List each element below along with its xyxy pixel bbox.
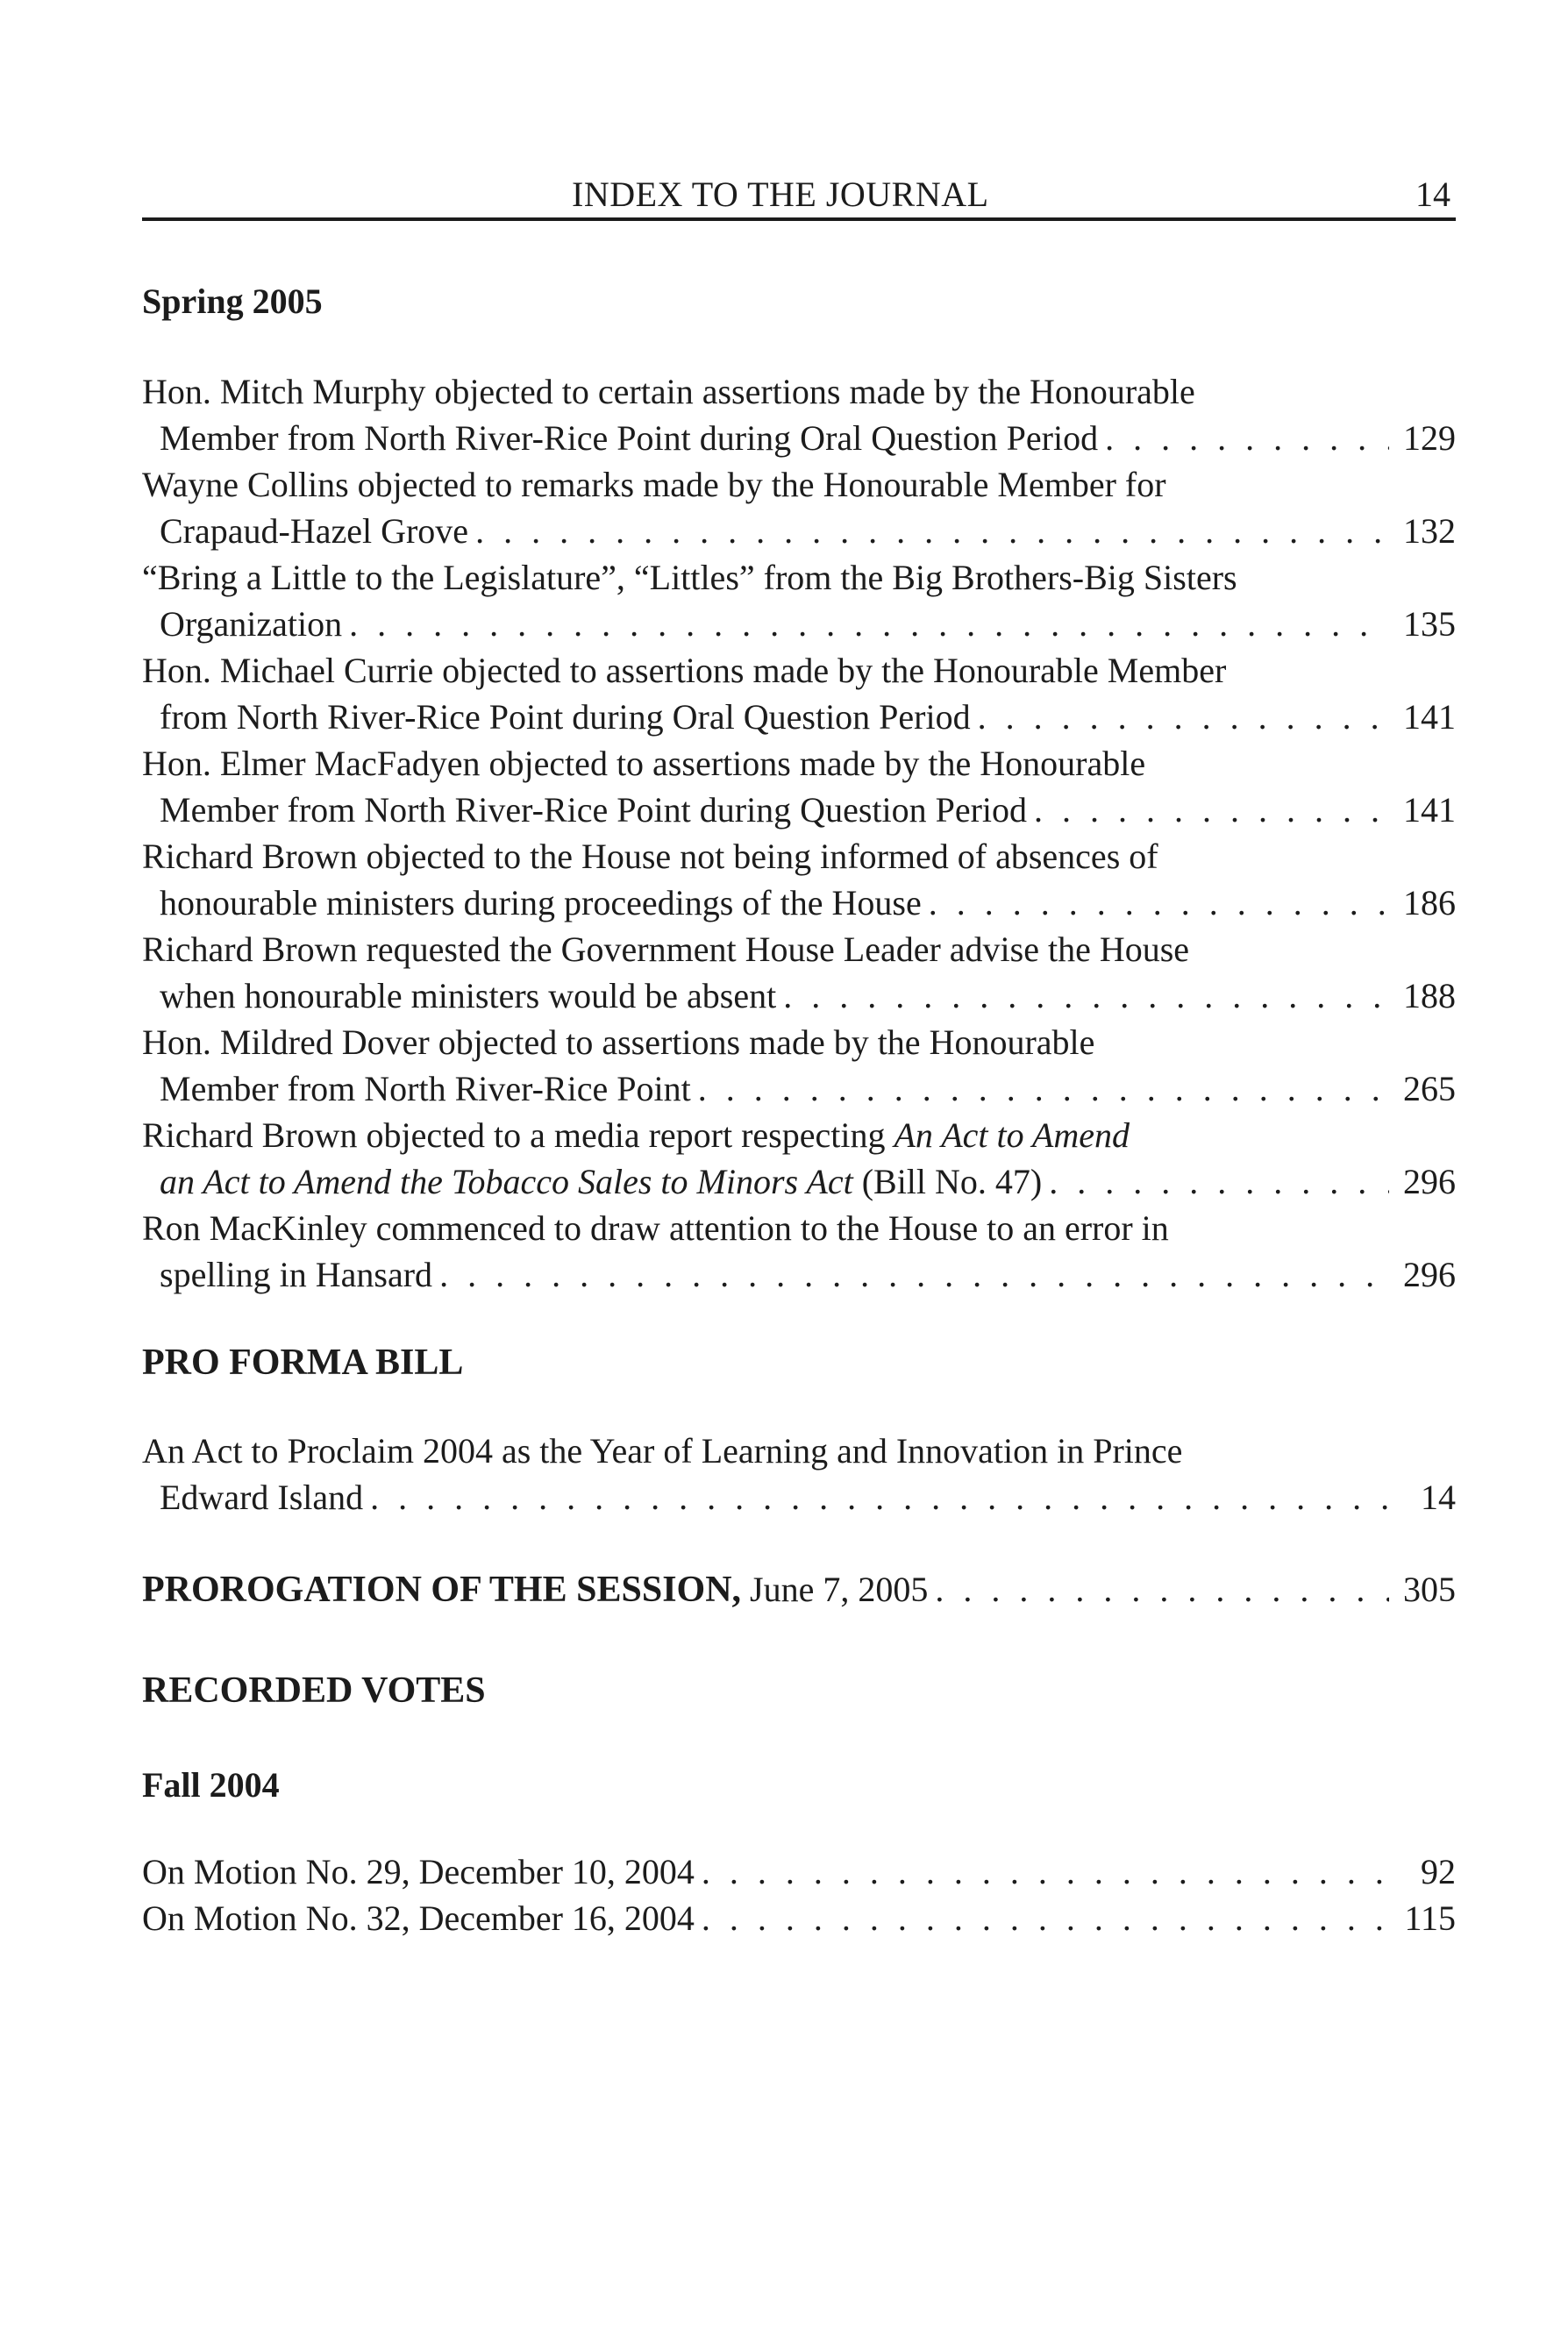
- entry-page-number: 296: [1403, 1255, 1456, 1294]
- entry-page-number: 296: [1403, 1162, 1456, 1201]
- page-number: 14: [1415, 174, 1450, 214]
- entry-text: Hon. Mitch Murphy objected to certain assertions made by the Honourable: [142, 372, 1195, 411]
- entry-text: Crapaud-Hazel Grove: [160, 511, 469, 551]
- section-heading-prorogation: PROROGATION OF THE SESSION,: [142, 1570, 742, 1610]
- index-entry: [142, 1428, 1456, 1521]
- dot-leader: [349, 601, 1389, 647]
- entry-text: when honourable ministers would be absent: [160, 976, 777, 1015]
- index-entry: [142, 833, 1456, 926]
- entry-text: (Bill No. 47): [852, 1162, 1043, 1201]
- entry-text: Member from North River-Rice Point: [160, 1069, 691, 1108]
- entry-text: On Motion No. 29, December 10, 2004: [142, 1852, 695, 1891]
- entry-page-number: 188: [1403, 976, 1456, 1015]
- dot-leader: [370, 1474, 1389, 1521]
- entry-page-number: 14: [1421, 1478, 1456, 1517]
- entry-text: “Bring a Little to the Legislature”, “Littles” from the Big Brothers-Big Sisters: [142, 558, 1237, 597]
- dot-leader: [929, 880, 1389, 926]
- entry-text: honourable ministers during proceedings of the House: [160, 883, 922, 922]
- dot-leader: [978, 694, 1389, 740]
- dot-leader: [475, 508, 1389, 554]
- entry-act-title: an Act to Amend the Tobacco Sales to Minors Act: [160, 1162, 853, 1201]
- entry-text: Organization: [160, 604, 343, 644]
- page-header: [142, 172, 1456, 221]
- dot-leader: [1049, 1158, 1389, 1205]
- entry-text: Wayne Collins objected to remarks made by the Honourable Member for: [142, 465, 1166, 504]
- dot-leader: [702, 1848, 1389, 1895]
- entry-text: On Motion No. 32, December 16, 2004: [142, 1898, 695, 1938]
- section-heading-spring-2005: Spring 2005: [142, 281, 323, 321]
- entry-text: An Act to Proclaim 2004 as the Year of Learning and Innovation in Prince: [142, 1431, 1183, 1471]
- entry-act-title: An Act to Amend: [894, 1115, 1130, 1155]
- section-subheading-fall-2004: Fall 2004: [142, 1765, 280, 1805]
- entry-page-number: 265: [1403, 1069, 1456, 1108]
- entry-text: Richard Brown requested the Government House Leader advise the House: [142, 929, 1190, 969]
- entry-page-number: 305: [1403, 1570, 1456, 1609]
- index-entry: [142, 1205, 1456, 1298]
- index-entry: [142, 1848, 1456, 1941]
- entry-text: Richard Brown objected to the House not being informed of absences of: [142, 837, 1158, 876]
- entry-page-number: 135: [1403, 604, 1456, 644]
- running-title: INDEX TO THE JOURNAL: [572, 174, 989, 214]
- dot-leader: [1034, 787, 1389, 833]
- entry-text: June 7, 2005: [741, 1570, 929, 1609]
- section-heading-recorded-votes: RECORDED VOTES: [142, 1670, 486, 1711]
- index-entry-tobacco-act: [142, 1112, 1456, 1205]
- entry-page-number: 186: [1403, 883, 1456, 922]
- dot-leader: [783, 972, 1389, 1019]
- index-entry: [142, 554, 1456, 647]
- entry-text: Hon. Michael Currie objected to assertions made by the Honourable Member: [142, 651, 1227, 690]
- entry-page-number: 141: [1403, 790, 1456, 830]
- entry-page-number: 132: [1403, 511, 1456, 551]
- dot-leader: [702, 1895, 1389, 1941]
- entry-text: from North River-Rice Point during Oral Question Period: [160, 697, 971, 737]
- entry-page-number: 129: [1403, 418, 1456, 458]
- section-heading-pro-forma-bill: PRO FORMA BILL: [142, 1342, 464, 1383]
- index-entry: [142, 647, 1456, 740]
- index-entry: [142, 461, 1456, 554]
- entry-text: Richard Brown objected to a media report respecting: [142, 1115, 894, 1155]
- index-entry: [142, 1019, 1456, 1112]
- entry-text: Ron MacKinley commenced to draw attention to the House to an error in: [142, 1208, 1169, 1248]
- index-entry: [142, 740, 1456, 833]
- entry-text: Hon. Elmer MacFadyen objected to assertions made by the Honourable: [142, 744, 1146, 783]
- index-entry-prorogation: [142, 1566, 1456, 1613]
- entry-page-number: 92: [1421, 1852, 1456, 1891]
- entry-text: Hon. Mildred Dover objected to assertions made by the Honourable: [142, 1022, 1095, 1062]
- dot-leader: [1105, 415, 1389, 461]
- entry-text: Edward Island: [160, 1478, 364, 1517]
- entry-text: spelling in Hansard: [160, 1255, 433, 1294]
- entry-text: Member from North River-Rice Point during Question Period: [160, 790, 1028, 830]
- dot-leader: [439, 1251, 1389, 1298]
- entry-page-number: 115: [1404, 1898, 1456, 1938]
- dot-leader: [698, 1065, 1389, 1112]
- entry-page-number: 141: [1403, 697, 1456, 737]
- index-entry: [142, 926, 1456, 1019]
- entry-text: Member from North River-Rice Point during Oral Question Period: [160, 418, 1099, 458]
- index-entry: [142, 368, 1456, 461]
- dot-leader: [935, 1566, 1389, 1613]
